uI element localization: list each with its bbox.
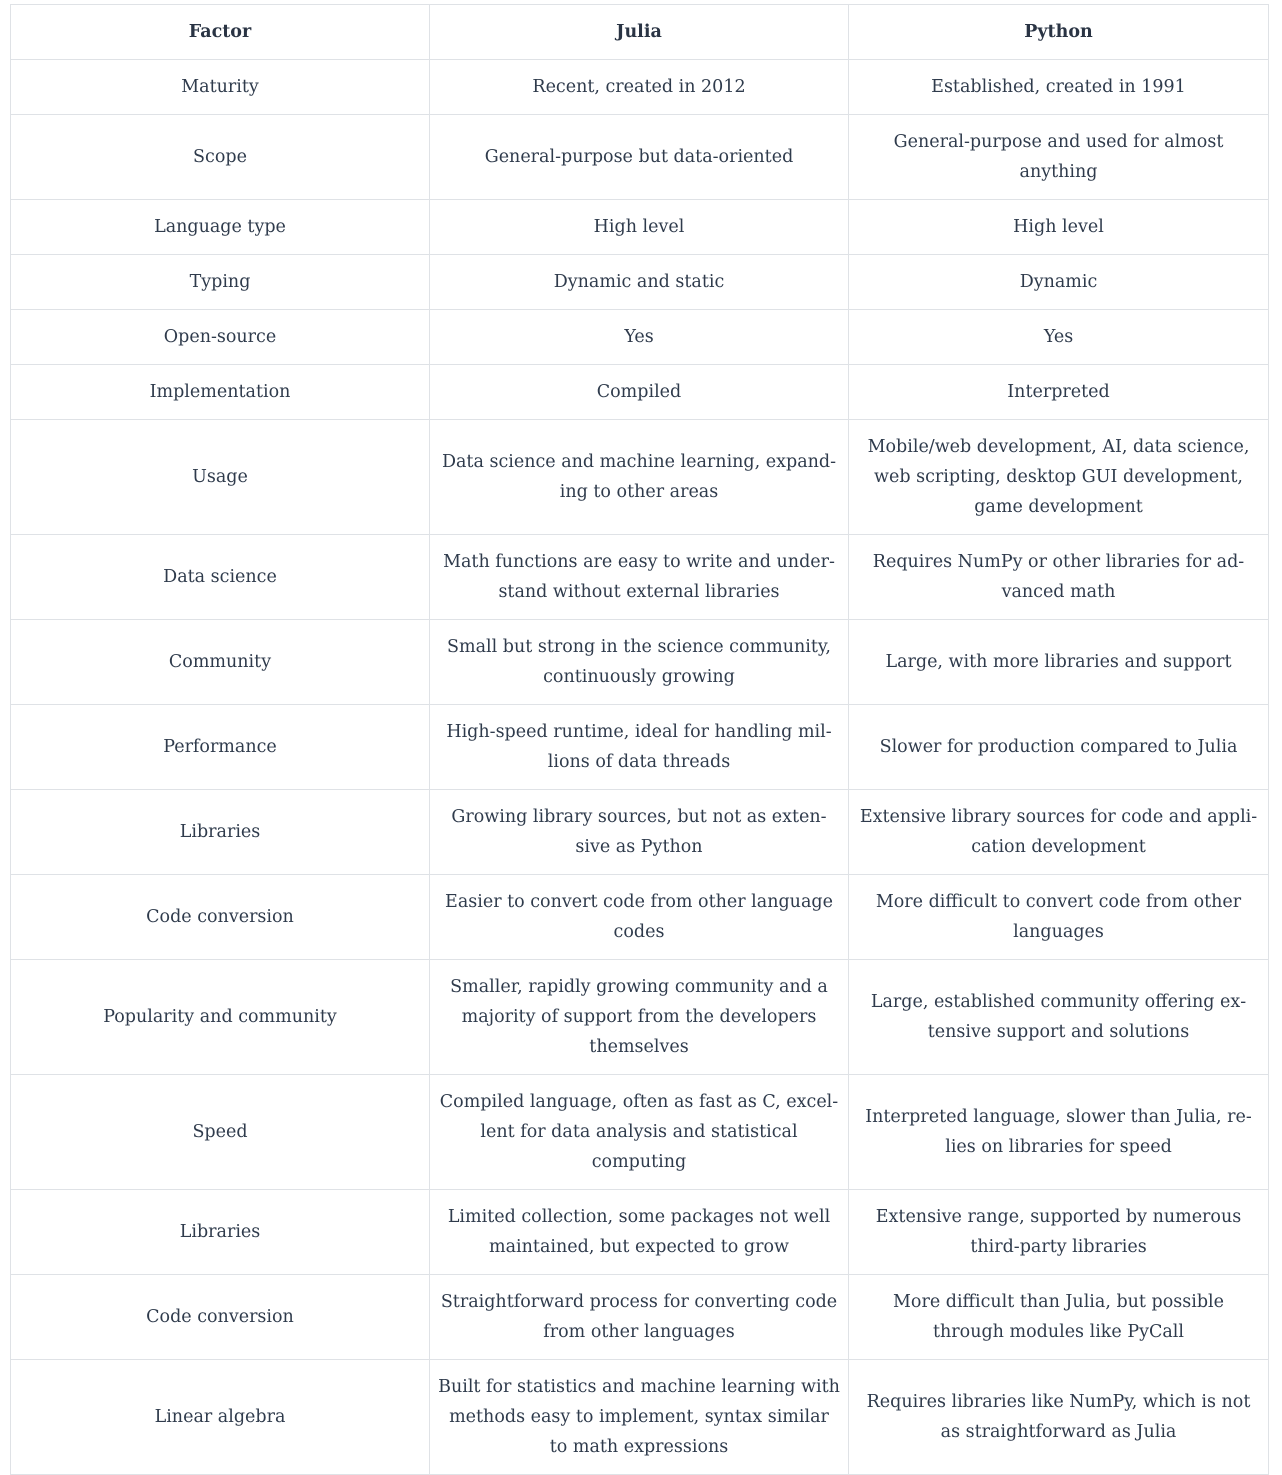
table-row — [11, 875, 1269, 960]
python-cell: Large, with more libraries and support — [849, 620, 1269, 705]
julia-cell: High level — [430, 200, 849, 255]
factor-cell: Linear algebra — [11, 1360, 430, 1475]
julia-cell: Small but strong in the science community, continuously growing — [430, 620, 849, 705]
python-cell: More difficult than Julia, but possible through modules like PyCall — [849, 1275, 1269, 1360]
header-python: Python — [849, 5, 1269, 60]
factor-cell: Community — [11, 620, 430, 705]
table-row — [11, 115, 1269, 200]
python-cell: Mobile/web development, AI, data science, web scripting, desktop GUI development, game development — [849, 420, 1269, 535]
factor-cell: Code conversion — [11, 875, 430, 960]
python-cell: Requires libraries like NumPy, which is not as straightforward as Julia — [849, 1360, 1269, 1475]
julia-cell: High-speed runtime, ideal for handling millions of data threads — [430, 705, 849, 790]
table-header-row — [11, 5, 1269, 60]
python-cell: Interpreted — [849, 365, 1269, 420]
table-row — [11, 1360, 1269, 1475]
factor-cell: Usage — [11, 420, 430, 535]
python-cell: High level — [849, 200, 1269, 255]
factor-cell: Code conversion — [11, 1275, 430, 1360]
factor-cell: Speed — [11, 1075, 430, 1190]
factor-cell: Performance — [11, 705, 430, 790]
julia-cell: Recent, created in 2012 — [430, 60, 849, 115]
julia-cell: Growing library sources, but not as extensive as Python — [430, 790, 849, 875]
table-row — [11, 1190, 1269, 1275]
table-row — [11, 1075, 1269, 1190]
factor-cell: Implementation — [11, 365, 430, 420]
julia-cell: Straightforward process for converting code from other languages — [430, 1275, 849, 1360]
python-cell: Established, created in 1991 — [849, 60, 1269, 115]
table-row — [11, 620, 1269, 705]
factor-cell: Scope — [11, 115, 430, 200]
table-row — [11, 420, 1269, 535]
python-cell: Large, established community offering extensive support and solutions — [849, 960, 1269, 1075]
factor-cell: Language type — [11, 200, 430, 255]
comparison-table — [10, 4, 1269, 1475]
table-row — [11, 705, 1269, 790]
julia-cell: Smaller, rapidly growing community and a majority of support from the developers themselves — [430, 960, 849, 1075]
python-cell: General-purpose and used for almost anything — [849, 115, 1269, 200]
factor-cell: Open-source — [11, 310, 430, 365]
header-julia: Julia — [430, 5, 849, 60]
factor-cell: Popularity and community — [11, 960, 430, 1075]
python-cell: Yes — [849, 310, 1269, 365]
python-cell: Slower for production compared to Julia — [849, 705, 1269, 790]
julia-cell: Data science and machine learning, expanding to other areas — [430, 420, 849, 535]
julia-cell: Compiled language, often as fast as C, excellent for data analysis and statistical computing — [430, 1075, 849, 1190]
julia-cell: Dynamic and static — [430, 255, 849, 310]
julia-cell: Easier to convert code from other language codes — [430, 875, 849, 960]
table-row — [11, 535, 1269, 620]
python-cell: Extensive library sources for code and application development — [849, 790, 1269, 875]
factor-cell: Libraries — [11, 1190, 430, 1275]
factor-cell: Maturity — [11, 60, 430, 115]
header-factor: Factor — [11, 5, 430, 60]
julia-cell: General-purpose but data-oriented — [430, 115, 849, 200]
table-row — [11, 790, 1269, 875]
factor-cell: Typing — [11, 255, 430, 310]
julia-cell: Built for statistics and machine learning with methods easy to implement, syntax similar to math expressions — [430, 1360, 849, 1475]
python-cell: Extensive range, supported by numerous third-party libraries — [849, 1190, 1269, 1275]
table-row — [11, 200, 1269, 255]
python-cell: Requires NumPy or other libraries for advanced math — [849, 535, 1269, 620]
table-row — [11, 365, 1269, 420]
table-row — [11, 310, 1269, 365]
comparison-table-container — [10, 4, 1268, 1475]
table-row — [11, 960, 1269, 1075]
factor-cell: Data science — [11, 535, 430, 620]
python-cell: Interpreted language, slower than Julia, relies on libraries for speed — [849, 1075, 1269, 1190]
julia-cell: Math functions are easy to write and understand without external libraries — [430, 535, 849, 620]
julia-cell: Yes — [430, 310, 849, 365]
table-row — [11, 255, 1269, 310]
python-cell: Dynamic — [849, 255, 1269, 310]
julia-cell: Compiled — [430, 365, 849, 420]
table-row — [11, 60, 1269, 115]
table-row — [11, 1275, 1269, 1360]
factor-cell: Libraries — [11, 790, 430, 875]
julia-cell: Limited collection, some packages not well maintained, but expected to grow — [430, 1190, 849, 1275]
python-cell: More difficult to convert code from other languages — [849, 875, 1269, 960]
